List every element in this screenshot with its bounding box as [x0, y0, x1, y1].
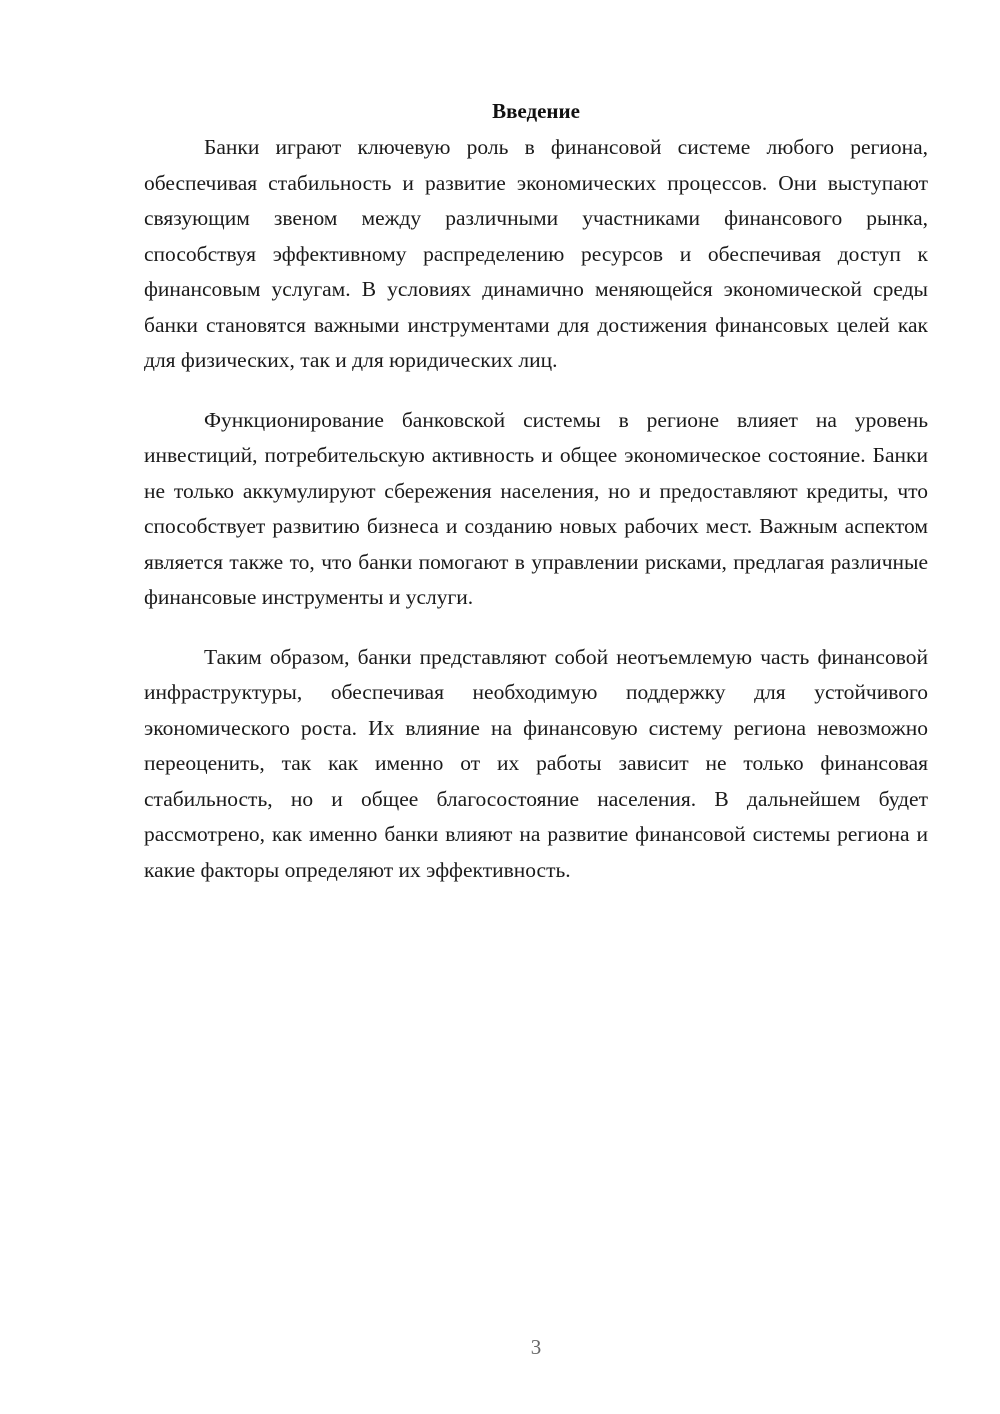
paragraph-1: Банки играют ключевую роль в финансовой системе любого региона, обеспечивая стабильность и развитие экономических процессов. Они выступают связующим звеном между различными участниками финансового рынка, способствуя эффективному распределению ресурсов и обеспечивая доступ к финансовым услугам. В условиях динамично меняющейся экономической среды банки становятся важными инструментами для достижения финансовых целей как для физических, так и для юридических лиц. — [144, 135, 928, 372]
page-number: 3 — [530, 1335, 542, 1359]
section-title: Введение — [492, 99, 580, 123]
page-content — [144, 97, 928, 912]
paragraph-3: Таким образом, банки представляют собой неотъемлемую часть финансовой инфраструктуры, обеспечивая необходимую поддержку для устойчивого экономического роста. Их влияние на финансовую систему региона невозможно переоценить, так как именно от их работы зависит не только финансовая стабильность, но и общее благосостояние населения. В дальнейшем будет рассмотрено, как именно банки влияют на развитие финансовой системы региона и какие факторы определяют их эффективность. — [144, 644, 928, 882]
paragraph-2: Функционирование банковской системы в регионе влияет на уровень инвестиций, потребительскую активность и общее экономическое состояние. Банки не только аккумулируют сбережения населения, но и предоставляют кредиты, что способствует развитию бизнеса и созданию новых рабочих мест. Важным аспектом является также то, что банки помогают в управлении рисками, предлагая различные финансовые инструменты и услуги. — [144, 407, 928, 609]
